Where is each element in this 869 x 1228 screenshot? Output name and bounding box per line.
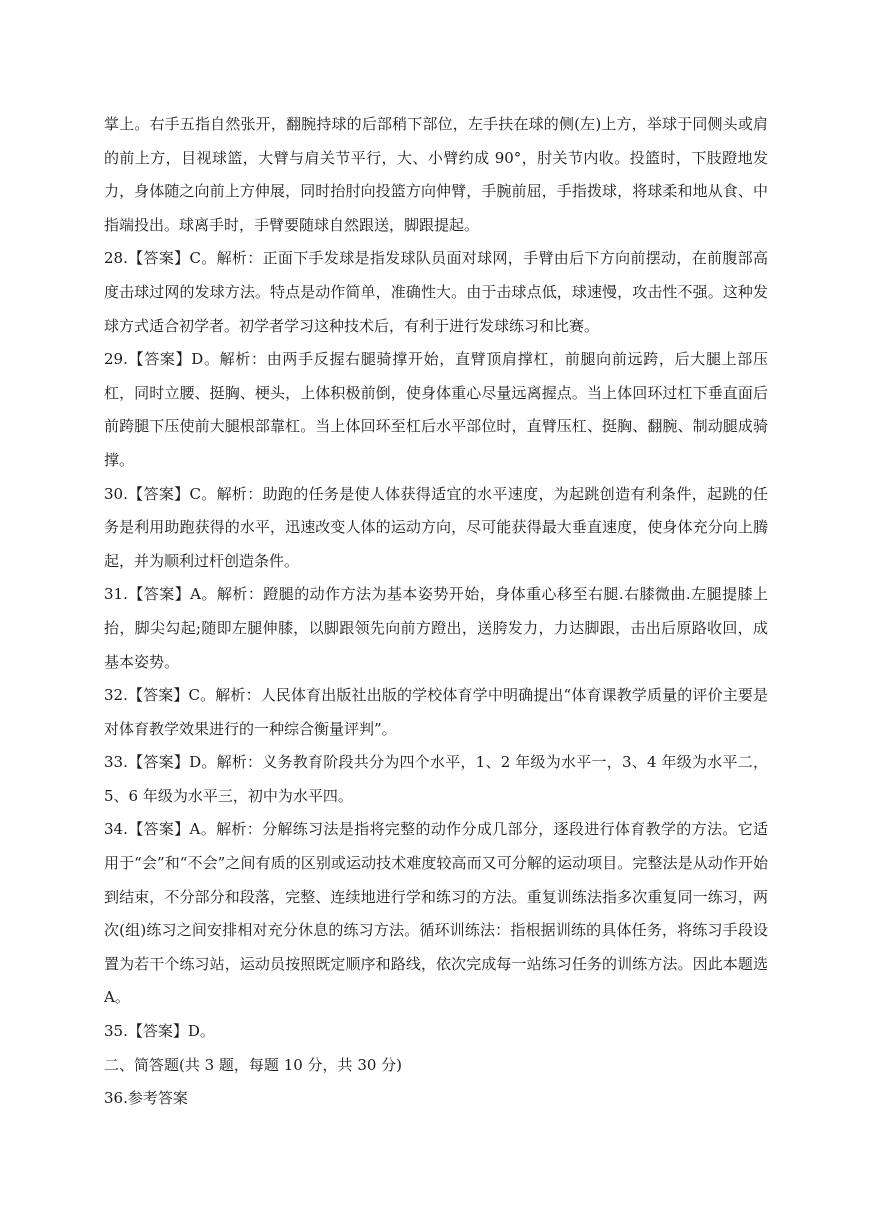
document-page xyxy=(104,108,768,1116)
paragraph-q36-heading: 36.参考答案 xyxy=(104,1089,188,1108)
paragraph-q31-answer: 31.【答案】A。解析：蹬腿的动作方法为基本姿势开始，身体重心移至右腿.右膝微曲.左腿提膝上抬，脚尖勾起;随即左腿伸膝，以脚跟领先向前方蹬出，送胯发力，力达脚跟，击出后原路收回，成基本姿势。 xyxy=(104,585,768,671)
paragraph-q30-answer: 30.【答案】C。解析：助跑的任务是使人体获得适宜的水平速度，为起跳创造有利条件，起跳的任务是利用助跑获得的水平，迅速改变人体的运动方向，尽可能获得最大垂直速度，使身体充分向上腾起，并为顺利过杆创造条件。 xyxy=(104,484,768,570)
paragraph-q35-answer: 35.【答案】D。 xyxy=(104,1022,215,1041)
paragraph-q28-answer: 28.【答案】C。解析：正面下手发球是指发球队员面对球网，手臂由后下方向前摆动，在前腹部高度击球过网的发球方法。特点是动作简单，准确性大。由于击球点低，球速慢，攻击性不强。这种发球方式适合初学者。初学者学习这种技术后，有利于进行发球练习和比赛。 xyxy=(104,249,768,335)
paragraph-q34-answer: 34.【答案】A。解析：分解练习法是指将完整的动作分成几部分，逐段进行体育教学的方法。它适用于“会”和“不会”之间有质的区别或运动技术难度较高而又可分解的运动项目。完整法是从动作开始到结束，不分部分和段落，完整、连续地进行学和练习的方法。重复训练法指多次重复同一练习，两次(组)练习之间安排相对充分休息的练习方法。循环训练法：指根据训练的具体任务，将练习手段设置为若干个练习站，运动员按照既定顺序和路线，依次完成每一站练习任务的训练方法。因此本题选 A。 xyxy=(104,820,768,1007)
paragraph-q27-continuation: 掌上。右手五指自然张开，翻腕持球的后部稍下部位，左手扶在球的侧(左)上方，举球于同侧头或肩的前上方，目视球篮，大臂与肩关节平行，大、小臂约成 90°，肘关节内收。投篮时，下肢蹬地发力，身体随之向前上方伸展，同时抬肘向投篮方向伸臂，手腕前屈，手指拨球，将球柔和地从食、中指端投出。球离手时，手臂要随球自然跟送，脚跟提起。 xyxy=(104,115,768,234)
section-heading-short-answer: 二、简答题(共 3 题，每题 10 分，共 30 分) xyxy=(104,1055,403,1074)
paragraph-q32-answer: 32.【答案】C。解析：人民体育出版社出版的学校体育学中明确提出“体育课教学质量的评价主要是对体育教学效果进行的一种综合衡量评判”。 xyxy=(104,686,768,738)
paragraph-q29-answer: 29.【答案】D。解析：由两手反握右腿骑撑开始，直臂顶肩撑杠，前腿向前远跨，后大腿上部压杠，同时立腰、挺胸、梗头，上体积极前倒，使身体重心尽量远离握点。当上体回环过杠下垂直面后前跨腿下压使前大腿根部靠杠。当上体回环至杠后水平部位时，直臂压杠、挺胸、翻腕、制动腿成骑撑。 xyxy=(104,350,768,469)
paragraph-q33-answer: 33.【答案】D。解析：义务教育阶段共分为四个水平，1、2 年级为水平一，3、4 年级为水平二，5、6 年级为水平三，初中为水平四。 xyxy=(104,753,768,805)
